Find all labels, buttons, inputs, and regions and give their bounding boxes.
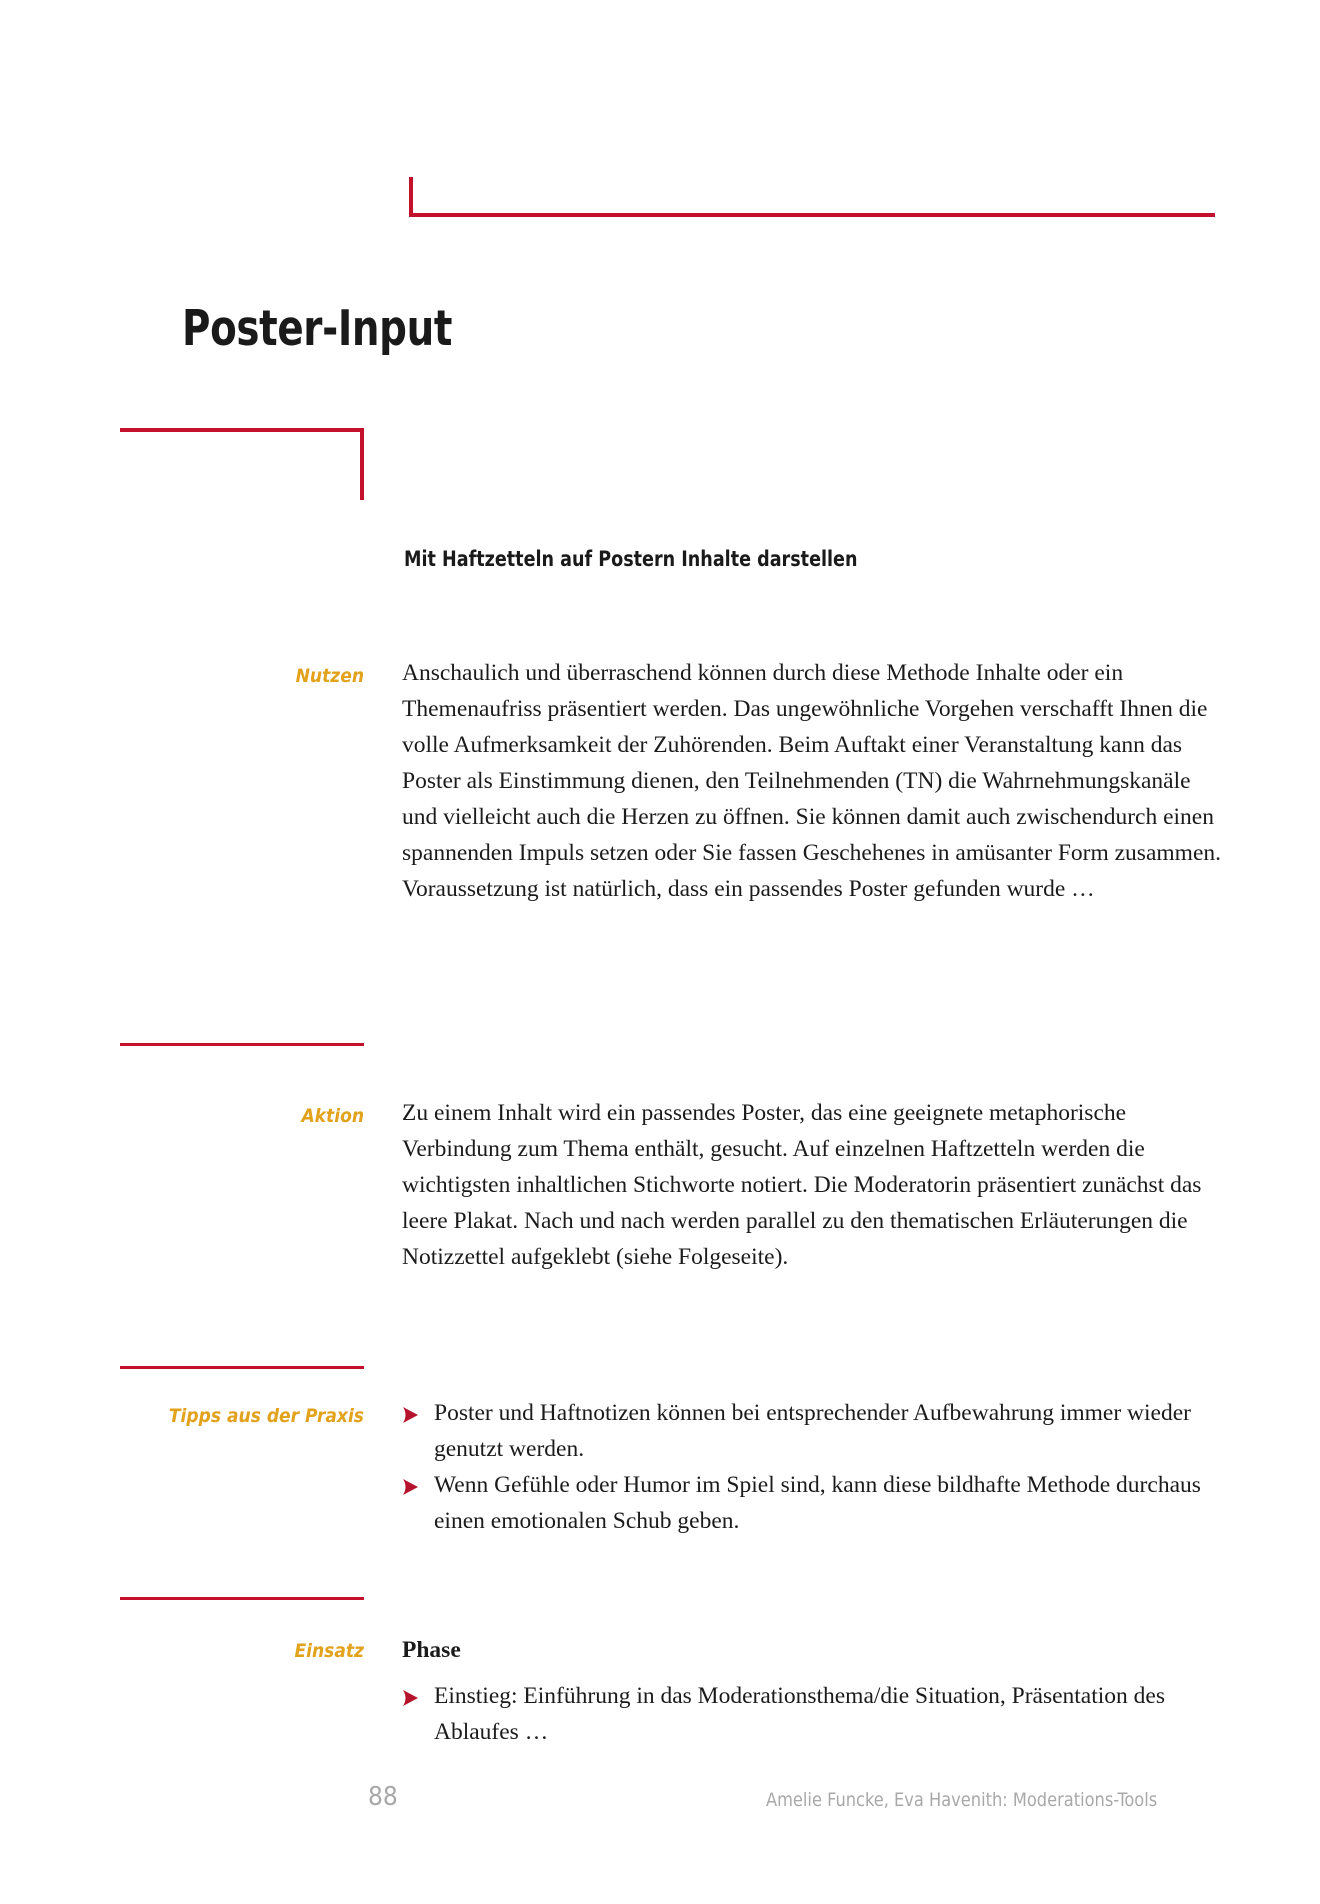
title-bracket-vertical-rule [360, 428, 364, 500]
list-item-text: Wenn Gefühle oder Humor im Spiel sind, kann diese bildhafte Methode durchaus einen emotionalen Schub geben. [434, 1472, 1201, 1534]
bullet-list-einsatz [402, 1678, 1232, 1750]
section-divider-2 [120, 1366, 364, 1369]
triangle-bullet-icon [402, 1678, 434, 1707]
section-body-aktion [402, 1095, 1222, 1275]
section-divider-1 [120, 1043, 364, 1046]
title-bracket-horizontal-rule [120, 428, 364, 432]
einsatz-heading-phase: Phase [402, 1637, 461, 1663]
section-label-nutzen: Nutzen [295, 665, 364, 687]
paragraph-nutzen: Anschaulich und überraschend können durch diese Methode Inhalte oder ein Themenaufriss präsentiert werden. Das ungewöhnliche Vorgehen verschafft Ihnen die volle Aufmerksamkeit der Zuhörenden. Beim Auftakt einer Veranstaltung kann das Poster als Einstimmung dienen, den Teilnehmenden (TN) die Wahrnehmungskanäle und vielleicht auch die Herzen zu öffnen. Sie können damit auch zwischendurch einen spannenden Impuls setzen oder Sie fassen Geschehenes in amüsanter Form zusammen. Voraussetzung ist natürlich, dass ein passendes Poster gefunden wurde … [402, 660, 1222, 902]
list-item [402, 1467, 1232, 1539]
triangle-bullet-icon [402, 1395, 434, 1424]
list-item [402, 1395, 1232, 1467]
paragraph-aktion: Zu einem Inhalt wird ein passendes Poster, das eine geeignete metaphorische Verbindung zum Thema enthält, gesucht. Auf einzelnen Haftzetteln werden die wichtigsten inhaltlichen Stichworte notiert. Die Moderatorin präsentiert zunächst das leere Plakat. Nach und nach werden parallel zu den thematischen Erläuterungen die Notizzettel aufgeklebt (siehe Folgeseite). [402, 1100, 1202, 1270]
section-label-einsatz: Einsatz [294, 1640, 364, 1662]
list-item-text: Einstieg: Einführung in das Moderationsthema/die Situation, Präsentation des Ablaufes … [434, 1683, 1165, 1745]
list-item-text: Poster und Haftnotizen können bei entsprechender Aufbewahrung immer wieder genutzt werden. [434, 1400, 1191, 1462]
list-item [402, 1678, 1232, 1750]
top-bracket-vertical-rule [409, 177, 413, 217]
page-subtitle: Mit Haftzetteln auf Postern Inhalte darstellen [404, 547, 858, 571]
footer-credit: Amelie Funcke, Eva Havenith: Moderations-Tools [766, 1789, 1158, 1811]
section-divider-3 [120, 1597, 364, 1600]
section-body-nutzen [402, 655, 1222, 907]
section-label-tipps-aus-der-praxis: Tipps aus der Praxis [168, 1405, 364, 1427]
page-title: Poster-Input [182, 300, 453, 357]
bullet-list-tipps [402, 1395, 1232, 1539]
top-bracket-horizontal-rule [409, 213, 1215, 217]
footer-page-number: 88 [368, 1782, 398, 1812]
section-label-aktion: Aktion [301, 1105, 364, 1127]
triangle-bullet-icon [402, 1467, 434, 1496]
